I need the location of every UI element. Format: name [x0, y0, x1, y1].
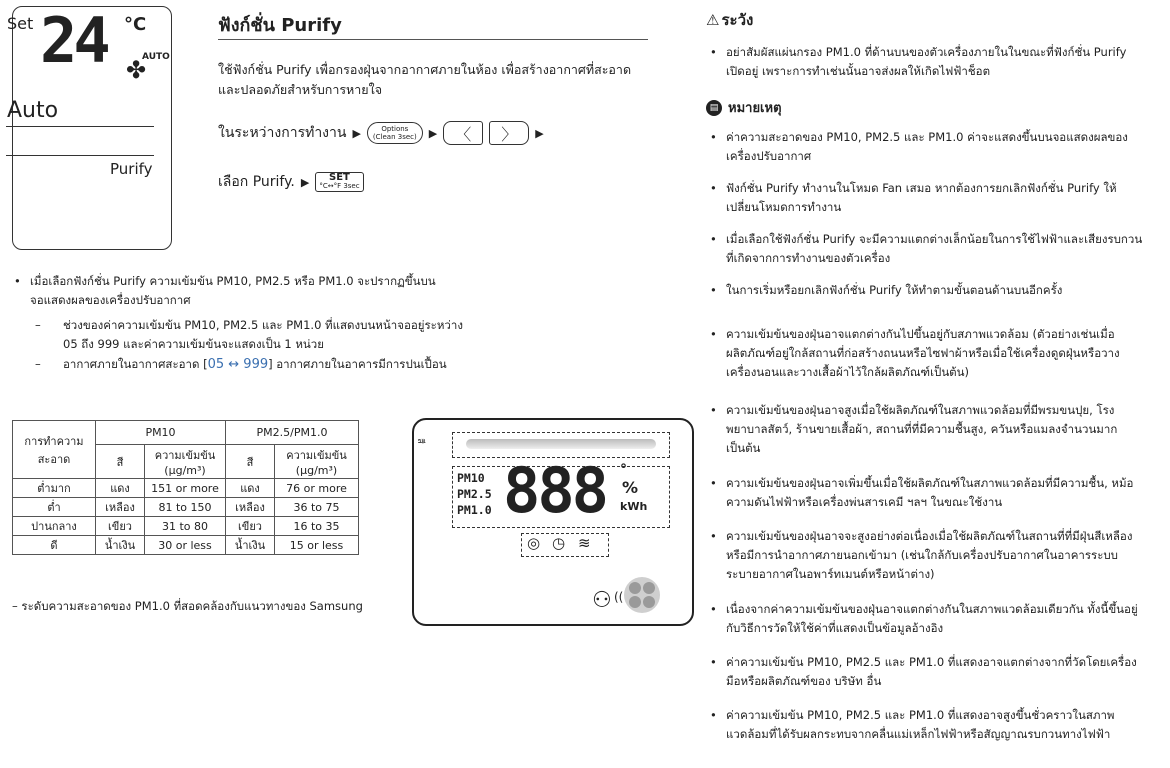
- pm10-alt-label: PM1.0: [457, 503, 492, 517]
- left-bullet-text: เมื่อเลือกฟังก์ชั่น Purify ความเข้มข้น PM10, PM2.5 หรือ PM1.0 จะปรากฏขึ้นบนจอแสดงผลของเครื่องปรับอากาศ: [30, 274, 436, 307]
- ai-icon: ◎: [527, 534, 541, 552]
- arrow-icon: ▶: [535, 126, 544, 140]
- table-cell: น้ำเงิน: [96, 536, 145, 555]
- options-sub: (Clean 3sec): [372, 133, 417, 141]
- left-sub-text-a: อากาศภายในอากาศสะอาด [: [63, 357, 208, 371]
- table-cell: แดง: [96, 479, 145, 498]
- bullet-icon: •: [710, 130, 717, 144]
- title-rule: [218, 39, 648, 40]
- note-text: ค่าความสะอาดของ PM10, PM2.5 และ PM1.0 ค่าจะแสดงขึ้นบนจอแสดงผลของเครื่องปรับอากาศ: [726, 130, 1128, 163]
- bullet-icon: •: [710, 602, 717, 616]
- bullet-icon: •: [710, 283, 717, 297]
- table-cell: 36 to 75: [275, 498, 359, 517]
- table-cell: ต่ำ: [13, 498, 96, 517]
- table-sub-color: สี: [96, 445, 145, 479]
- table-sub-conc: ความเข้มข้น (μg/m³): [275, 445, 359, 479]
- percent-indicator: %: [622, 478, 639, 497]
- remote-set-label: Set: [7, 14, 34, 33]
- table-cell: 15 or less: [275, 536, 359, 555]
- info-item: [710, 527, 1146, 584]
- table-cell: ดี: [13, 536, 96, 555]
- bullet-icon: •: [710, 45, 717, 59]
- arrow-icon: ▶: [300, 175, 310, 189]
- fan-auto-label: AUTO: [142, 52, 170, 62]
- dash-icon: –: [35, 357, 41, 371]
- note-item: [710, 230, 1146, 268]
- table-cell: เหลือง: [226, 498, 275, 517]
- remote-mode: Auto: [7, 98, 59, 123]
- table-cell: เขียว: [96, 517, 145, 536]
- bullet-icon: •: [710, 529, 717, 543]
- sensor-dot: [643, 596, 655, 608]
- bullet-icon: •: [710, 327, 717, 341]
- table-row: [13, 479, 359, 498]
- remote-temperature: 24: [40, 4, 107, 77]
- table-cell: เหลือง: [96, 498, 145, 517]
- side-label: สี: [414, 438, 425, 444]
- info-text: ความเข้มข้นของฝุ่นอาจเพิ่มขึ้นเมื่อใช้ผลิตภัณฑ์ในสภาพแวดล้อมที่มีความชื้น, หม้อความดันไฟฟ้าหรือเครื่องพ่นสารเคมี ฯลฯ ในขณะใช้งาน: [726, 476, 1134, 509]
- note-text: ฟังก์ชั่น Purify ทำงานในโหมด Fan เสมอ หากต้องการยกเลิกฟังก์ชั่น Purify ให้เปลี่ยนโหมดการทำงาน: [726, 181, 1117, 214]
- note-item: [710, 179, 1146, 217]
- fan-icon: ✤: [126, 56, 147, 84]
- options-button-icon: [367, 122, 423, 144]
- person-icon: ⚇: [592, 588, 612, 613]
- info-text: ความเข้มข้นของฝุ่นอาจสูงเมื่อใช้ผลิตภัณฑ์ในสภาพแวดล้อมที่มีพรมขนปุย, โรงพยาบาลสัตว์, ร้านขายเสื้อผ้า, สถานที่ที่มีความชื้นสูง, ควันหรือแมลงจำนวนมาก เป็นต้น: [726, 403, 1118, 455]
- note-item: [710, 281, 1146, 300]
- warning-text: อย่าสัมผัสแผ่นกรอง PM1.0 ที่ด้านบนของตัวเครื่องภายในในขณะที่ฟังก์ชั่น Purify เปิดอยู่ เพราะการทำเช่นนั้นอาจส่งผลให้เกิดไฟฟ้าช็อต: [726, 45, 1127, 78]
- warning-icon: ⚠: [706, 11, 720, 29]
- bullet-icon: •: [710, 232, 717, 246]
- step-1: [218, 121, 544, 145]
- table-cell: 151 or more: [145, 479, 226, 498]
- table-cell: เขียว: [226, 517, 275, 536]
- step-2: [218, 171, 364, 193]
- left-sub-item: [35, 316, 463, 354]
- table-cell: ต่ำมาก: [13, 479, 96, 498]
- bullet-icon: •: [710, 476, 717, 490]
- table-note: – ระดับความสะอาดของ PM1.0 ที่สอดคล้องกับแนวทางของ Samsung: [12, 599, 363, 613]
- color-bar: [466, 439, 656, 449]
- info-text: ความเข้มข้นของฝุ่นอาจแตกต่างกันไปขึ้นอยู่กับสภาพแวดล้อม (ตัวอย่างเช่นเมื่อผลิตภัณฑ์อยู่ใกล้สถานที่ก่อสร้างถนนหรือไซฟาผ้าหรือเมื่อใช้เครื่องดูดฝุ่นหรือวางเครื่องนอนและวางเสื้อผ้าไว้ใกล้ผลิตภัณฑ์เป็นต้น): [726, 327, 1120, 379]
- info-text: เนื่องจากค่าความเข้มข้นของฝุ่นอาจแตกต่างกันในสภาพแวดล้อมเดียวกัน ทั้งนี้ขึ้นอยู่กับวิธีการวัดให้ใช้ค่าที่แสดงเป็นข้อมูลอ้างอิง: [726, 602, 1138, 635]
- set-sub: °C↔°F 3sec: [319, 182, 360, 190]
- arrow-icon: ▶: [352, 126, 361, 140]
- table-cell: 31 to 80: [145, 517, 226, 536]
- divider: [6, 155, 154, 156]
- remote-unit: °C: [124, 14, 147, 35]
- bullet-icon: •: [710, 708, 717, 722]
- table-cell: ปานกลาง: [13, 517, 96, 536]
- pm25-label: PM2.5: [457, 487, 492, 501]
- table-row: [13, 536, 359, 555]
- intro-text: ใช้ฟังก์ชั่น Purify เพื่อกรองฝุ่นจากอากาศภายในห้อง เพื่อสร้างอากาศที่สะอาดและปลอดภัยสำหรับการหายใจ: [218, 62, 632, 97]
- info-text: ความเข้มข้นของฝุ่นอาจจะสูงอย่างต่อเนื่องเมื่อใช้ผลิตภัณฑ์ในสถานที่ที่มีฝุ่นสีเหลืองหรือมีการนำอากาศภายนอกเข้ามา (เช่นใกล้กับเครื่องปรับอากาศในอาคารระบบระบายอากาศในอพาร์ทเมนต์หรือหน้าต่าง): [726, 529, 1133, 581]
- table-row: [13, 498, 359, 517]
- note-title: หมายเหตุ: [728, 101, 782, 116]
- sensor-icon: [624, 577, 660, 613]
- bullet-icon: •: [14, 274, 21, 288]
- warning-item: [710, 43, 1146, 81]
- info-text: ค่าความเข้มข้น PM10, PM2.5 และ PM1.0 ที่แสดงอาจแตกต่างจากที่วัดโดยเครื่องมือหรือผลิตภัณฑ์ของ บริษัท อื่น: [726, 655, 1137, 688]
- left-sub-item: [35, 355, 463, 374]
- wifi-icon: ≋: [578, 534, 591, 552]
- left-bullet: [14, 272, 450, 310]
- table-cell: 81 to 150: [145, 498, 226, 517]
- info-text: ค่าความเข้มข้น PM10, PM2.5 และ PM1.0 ที่แสดงอาจสูงขึ้นชั่วคราวในสภาพแวดล้อมที่ได้รับผลกระทบจากคลื่นแม่เหล็กไฟฟ้าหรือสัญญาณรบกวนทางไฟฟ้า: [726, 708, 1115, 741]
- table-header-level: การทำความสะอาด: [13, 421, 96, 479]
- left-button-icon: 〈: [443, 121, 483, 145]
- info-item: [710, 325, 1146, 382]
- cleanliness-table: [12, 420, 359, 555]
- set-label: SET: [329, 172, 350, 183]
- info-item: [710, 653, 1146, 691]
- pm10-label: PM10: [457, 471, 485, 485]
- display-digits: 888: [503, 454, 606, 527]
- table-cell: 76 or more: [275, 479, 359, 498]
- note-text: ในการเริ่มหรือยกเลิกฟังก์ชั่น Purify ให้ทำตามขั้นตอนด้านบนอีกครั้ง: [726, 283, 1063, 297]
- step-2-text: เลือก Purify.: [218, 174, 295, 190]
- timer-icon: ◷: [552, 534, 566, 552]
- table-sub-conc: ความเข้มข้น (μg/m³): [145, 445, 226, 479]
- table-header-pm10: PM10: [96, 421, 226, 445]
- bullet-icon: •: [710, 655, 717, 669]
- sensor-dot: [643, 582, 655, 594]
- table-sub-color: สี: [226, 445, 275, 479]
- range-value: 05 ↔ 999: [207, 357, 269, 372]
- arrow-icon: ▶: [428, 126, 438, 140]
- table-cell: แดง: [226, 479, 275, 498]
- table-cell: 30 or less: [145, 536, 226, 555]
- remote-function: Purify: [110, 160, 153, 178]
- degree-indicator: °: [620, 462, 627, 478]
- left-sub-text-b: ] อากาศภายในอาคารมีการปนเปื้อน: [268, 357, 447, 371]
- right-button-icon: 〉: [489, 121, 529, 145]
- options-label: Options: [381, 125, 409, 133]
- table-cell: 16 to 35: [275, 517, 359, 536]
- table-row: [13, 517, 359, 536]
- table-cell: น้ำเงิน: [226, 536, 275, 555]
- info-item: [710, 401, 1146, 458]
- info-item: [710, 474, 1146, 512]
- set-button-icon: [315, 172, 363, 192]
- note-text: เมื่อเลือกใช้ฟังก์ชั่น Purify จะมีความแตกต่างเล็กน้อยในการใช้ไฟฟ้าและเสียงรบกวนที่เกิดจากการทำงานของตัวเครื่อง: [726, 232, 1143, 265]
- table-header-pm25: PM2.5/PM1.0: [226, 421, 359, 445]
- warning-title: ระวัง: [721, 11, 754, 29]
- section-title: ฟังก์ชั่น Purify: [218, 15, 342, 36]
- bullet-icon: •: [710, 403, 717, 417]
- dash-icon: –: [35, 318, 41, 332]
- sensor-dot: [629, 596, 641, 608]
- step-1-text: ในระหว่างการทำงาน: [218, 125, 347, 141]
- bullet-icon: •: [710, 181, 717, 195]
- note-icon: ▤: [706, 100, 722, 116]
- kwh-indicator: kWh: [620, 500, 648, 513]
- warning-heading: [706, 8, 753, 32]
- note-item: [710, 128, 1146, 166]
- divider: [6, 126, 154, 127]
- info-item: [710, 706, 1146, 744]
- info-item: [710, 600, 1146, 638]
- left-sub-text: ช่วงของค่าความเข้มข้น PM10, PM2.5 และ PM1.0 ที่แสดงบนหน้าจออยู่ระหว่าง 05 ถึง 999 และค่าความเข้มข้นจะแสดงเป็น 1 หน่วย: [63, 318, 463, 351]
- signal-icon: ((: [614, 590, 624, 604]
- note-heading: [706, 97, 782, 118]
- sensor-dot: [629, 582, 641, 594]
